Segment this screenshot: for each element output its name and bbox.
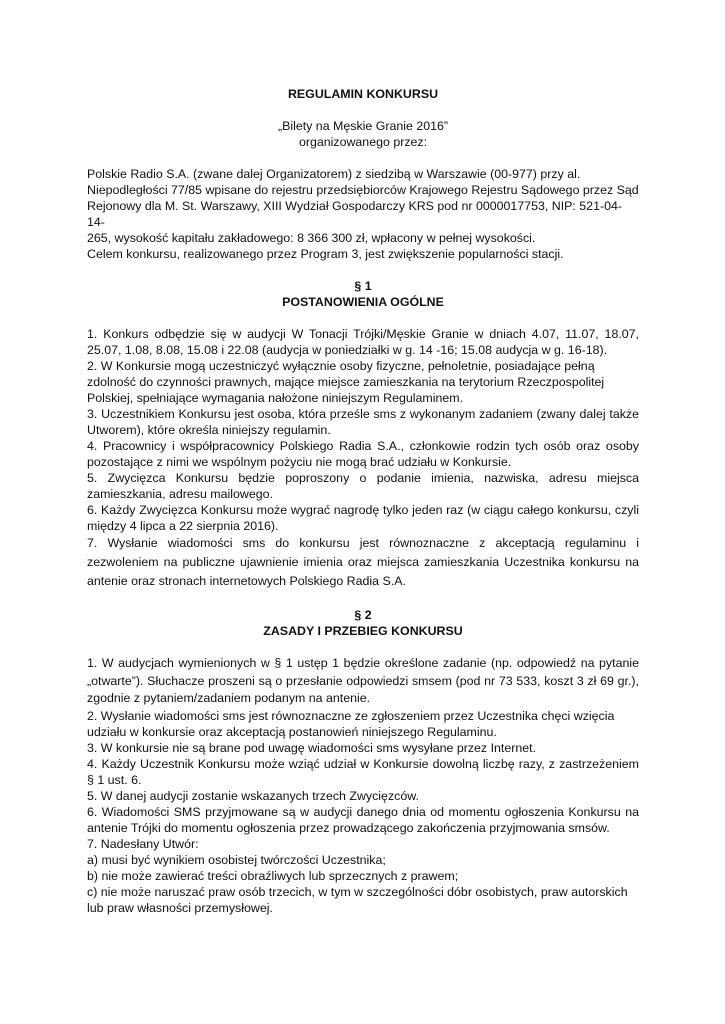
section-2-item: b) nie może zawierać treści obraźliwych lub sprzecznych z prawem;: [87, 868, 459, 883]
section-1-item: 5. Zwycięzca Konkursu będzie poproszony o podanie imienia, nazwiska, adresu miejsca zamieszkania, adresu mailowego.: [87, 471, 639, 501]
organizer-caption: organizowanego przez:: [298, 135, 428, 149]
section-1-item: 2. W Konkursie mogą uczestniczyć wyłącznie osoby fizyczne, pełnoletnie, posiadające pełną zdolność do czynności prawnych, mające miejsce zamieszkania na terytorium Rzeczpospolitej Polskiej, spełniające wymagania nałożone niniejszym Regulaminem.: [87, 359, 605, 405]
section-1-item: 6. Każdy Zwycięzca Konkursu może wygrać nagrodę tylko jeden raz (w ciągu całego konkursu, czyli między 4 lipca a 22 sierpnia 2016).: [87, 503, 639, 533]
section-2-item: c) nie może naruszać praw osób trzecich, w tym w szczególności dóbr osobistych, praw autorskich lub praw własności przemysłowej.: [87, 884, 628, 915]
intro-line: Polskie Radio S.A. (zwane dalej Organizatorem) z siedzibą w Warszawie (00-977) przy al.: [87, 167, 581, 181]
section-1-item: 1. Konkurs odbędzie się w audycji W Tonacji Trójki/Męskie Granie w dniach 4.07, 11.07, 18.07, 25.07, 1.08, 8.08, 15.08 i 22.08 (audycja w poniedziałki w g. 14 -16; 15.08 audycja w g. 16-18).: [87, 327, 639, 357]
section-2-item: 6. Wiadomości SMS przyjmowane są w audycji danego dnia od momentu ogłoszenia Konkursu na antenie Trójki do momentu ogłoszenia przez prowadzącego zakończenia przyjmowania smsów.: [87, 804, 639, 835]
section-2-number: § 2: [354, 608, 372, 622]
intro-line: 265, wysokość kapitału zakładowego: 8 366 300 zł, wpłacony w pełnej wysokości.: [87, 231, 536, 245]
section-2-item: 3. W konkursie nie są brane pod uwagę wiadomości sms wysyłane przez Internet.: [87, 740, 537, 755]
document-content: [87, 86, 639, 916]
section-2-item: 2. Wysłanie wiadomości sms jest równoznaczne ze zgłoszeniem przez Uczestnika chęci wzięcia udziału w konkursie oraz akceptacją postanowień niniejszego Regulaminu.: [87, 708, 615, 739]
section-1-item: 4. Pracownicy i współpracownicy Polskiego Radia S.A., członkowie rodzin tych osób oraz osoby pozostające z nimi we wspólnym pożyciu nie mogą brać udziału w Konkursie.: [87, 439, 639, 469]
section-2-heading: ZASADY I PRZEBIEG KONKURSU: [263, 624, 463, 638]
section-2-item: 7. Nadesłany Utwór:: [87, 836, 199, 851]
contest-name: „Bilety na Męskie Granie 2016”: [277, 119, 449, 133]
section-2-item: 5. W danej audycji zostanie wskazanych trzech Zwycięzców.: [87, 788, 419, 803]
section-1-heading: POSTANOWIENIA OGÓLNE: [282, 295, 444, 309]
intro-line: Niepodległości 77/85 wpisane do rejestru przedsiębiorców Krajowego Rejestru Sądowego przez Sąd: [87, 183, 639, 197]
section-2-item: 1. W audycjach wymienionych w § 1 ustęp 1 będzie określone zadanie (np. odpowiedź na pytanie „otwarte”). Słuchacze proszeni są o przesłanie odpowiedzi smsem (pod nr 73 533, koszt 3 zł 69 gr.), zgodnie z pytaniem/zadaniem podanym na antenie.: [87, 656, 639, 705]
section-2-item: a) musi być wynikiem osobistej twórczości Uczestnika;: [87, 852, 386, 867]
intro-line: Rejonowy dla M. St. Warszawy, XIII Wydział Gospodarczy KRS pod nr 0000017753, NIP: 521-04-14-: [87, 199, 622, 229]
section-1-number: § 1: [354, 279, 372, 293]
document-title: REGULAMIN KONKURSU: [287, 87, 439, 101]
intro-paragraph: [87, 166, 639, 262]
section-1-body: [87, 326, 639, 591]
section-1-item: 7. Wysłanie wiadomości sms do konkursu jest równoznaczne z akceptacją regulaminu i zezwoleniem na publiczne ujawnienie imienia oraz miejsca zamieszkania Uczestnika konkursu na antenie oraz stronach internetowych Polskiego Radia S.A.: [87, 536, 639, 588]
intro-line: Celem konkursu, realizowanego przez Program 3, jest zwiększenie popularności stacji.: [87, 247, 564, 261]
section-1-item: 3. Uczestnikiem Konkursu jest osoba, która prześle sms z wykonanym zadaniem (zwany dalej także Utworem), które określa niniejszy regulamin.: [87, 407, 639, 437]
section-2-body: [87, 655, 639, 916]
section-2-item: 4. Każdy Uczestnik Konkursu może wziąć udział w Konkursie dowolną liczbę razy, z zastrzeżeniem § 1 ust. 6.: [87, 756, 639, 787]
